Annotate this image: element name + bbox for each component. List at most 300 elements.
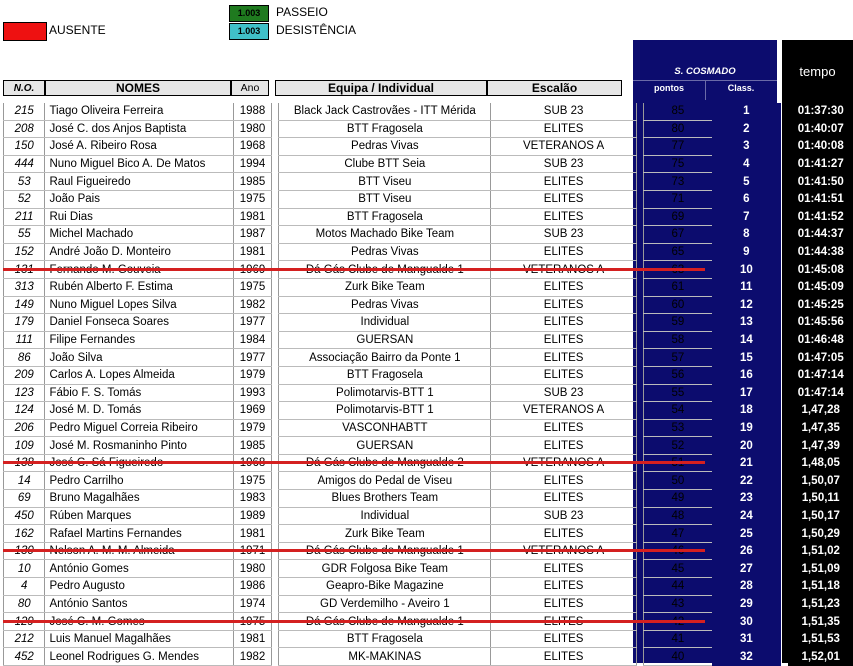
team-name: BTT Viseu: [279, 173, 491, 191]
legend-passeio-label: PASSEIO: [276, 5, 328, 19]
birth-year: 1980: [233, 120, 272, 138]
rider-name: Rubén Alberto F. Estima: [45, 278, 233, 296]
rider-name: Rafael Martins Fernandes: [45, 525, 233, 543]
points: 50: [643, 472, 712, 490]
team-name: Polimotarvis-BTT 1: [279, 384, 491, 402]
category: ELITES: [491, 349, 636, 367]
column-gap: [636, 384, 643, 402]
team-name: Geapro-Bike Magazine: [279, 578, 491, 596]
team-name: BTT Viseu: [279, 190, 491, 208]
column-gap: [781, 437, 789, 455]
table-row: [4, 349, 853, 367]
rider-name: Rúben Marques: [45, 507, 233, 525]
birth-year: 1982: [233, 648, 272, 666]
team-name: Clube BTT Seia: [279, 155, 491, 173]
column-gap: [781, 243, 789, 261]
points: 61: [643, 278, 712, 296]
time: 1,50,07: [788, 472, 853, 490]
column-gap: [272, 595, 279, 613]
classification: 1: [712, 103, 781, 120]
team-name: Amigos do Pedal de Viseu: [279, 472, 491, 490]
column-gap: [781, 560, 789, 578]
row-number: 150: [4, 138, 45, 156]
classification: 19: [712, 419, 781, 437]
points: 45: [643, 560, 712, 578]
rider-name: Raul Figueiredo: [45, 173, 233, 191]
rider-name: Leonel Rodrigues G. Mendes: [45, 648, 233, 666]
birth-year: 1981: [233, 243, 272, 261]
time: 1,47,35: [788, 419, 853, 437]
time: 01:41:51: [788, 190, 853, 208]
classification: 4: [712, 155, 781, 173]
column-gap: [272, 402, 279, 420]
team-name: Pedras Vivas: [279, 138, 491, 156]
column-gap: [636, 578, 643, 596]
classification: 20: [712, 437, 781, 455]
points: 59: [643, 314, 712, 332]
category: ELITES: [491, 419, 636, 437]
rider-name: Filipe Fernandes: [45, 331, 233, 349]
table-row: [4, 507, 853, 525]
column-gap: [272, 437, 279, 455]
team-name: Pedras Vivas: [279, 243, 491, 261]
classification: 10: [712, 261, 781, 279]
birth-year: 1975: [233, 190, 272, 208]
row-number: 211: [4, 208, 45, 226]
classification: 28: [712, 578, 781, 596]
table-row: [4, 490, 853, 508]
table-row: [4, 366, 853, 384]
birth-year: 1981: [233, 630, 272, 648]
row-number: 4: [4, 578, 45, 596]
column-gap: [272, 472, 279, 490]
column-gap: [272, 366, 279, 384]
row-number: 69: [4, 490, 45, 508]
header-nomes: NOMES: [45, 80, 231, 96]
table-row: [4, 278, 853, 296]
points: 80: [643, 120, 712, 138]
column-gap: [272, 190, 279, 208]
classification: 17: [712, 384, 781, 402]
column-gap: [781, 384, 789, 402]
strike-line: [3, 461, 705, 464]
category: ELITES: [491, 437, 636, 455]
column-gap: [781, 454, 789, 472]
team-name: Black Jack Castrovães - ITT Mérida: [279, 103, 491, 120]
birth-year: 1968: [233, 138, 272, 156]
column-gap: [781, 613, 789, 631]
birth-year: 1979: [233, 366, 272, 384]
rider-name: André João D. Monteiro: [45, 243, 233, 261]
table-row: [4, 103, 853, 120]
classification: 12: [712, 296, 781, 314]
team-name: VASCONHABTT: [279, 419, 491, 437]
rider-name: António Santos: [45, 595, 233, 613]
team-name: GUERSAN: [279, 437, 491, 455]
column-gap: [636, 507, 643, 525]
rider-name: João Pais: [45, 190, 233, 208]
column-gap: [636, 208, 643, 226]
column-gap: [636, 278, 643, 296]
points: 44: [643, 578, 712, 596]
team-name: GDR Folgosa Bike Team: [279, 560, 491, 578]
column-gap: [636, 437, 643, 455]
classification: 5: [712, 173, 781, 191]
column-gap: [272, 525, 279, 543]
birth-year: 1981: [233, 525, 272, 543]
category: ELITES: [491, 243, 636, 261]
time: 1,47,28: [788, 402, 853, 420]
classification: 7: [712, 208, 781, 226]
category: ELITES: [491, 208, 636, 226]
rider-name: Fábio F. S. Tomás: [45, 384, 233, 402]
classification: 26: [712, 542, 781, 560]
birth-year: 1974: [233, 595, 272, 613]
time: 01:44:37: [788, 226, 853, 244]
birth-year: 1982: [233, 296, 272, 314]
pontos-header: pontos: [633, 83, 705, 93]
column-gap: [272, 630, 279, 648]
rider-name: João Silva: [45, 349, 233, 367]
column-gap: [781, 296, 789, 314]
row-number: 313: [4, 278, 45, 296]
column-gap: [636, 243, 643, 261]
classification: 2: [712, 120, 781, 138]
team-name: BTT Fragosela: [279, 120, 491, 138]
birth-year: 1981: [233, 208, 272, 226]
row-number: 124: [4, 402, 45, 420]
time: 01:46:48: [788, 331, 853, 349]
column-gap: [636, 155, 643, 173]
category: ELITES: [491, 296, 636, 314]
birth-year: 1983: [233, 490, 272, 508]
stage-header-divider-vertical: [705, 80, 706, 100]
classification: 31: [712, 630, 781, 648]
rider-name: Luis Manuel Magalhães: [45, 630, 233, 648]
classification: 15: [712, 349, 781, 367]
column-gap: [272, 560, 279, 578]
strike-line: [3, 620, 705, 623]
row-number: 123: [4, 384, 45, 402]
table-row: [4, 472, 853, 490]
category: ELITES: [491, 490, 636, 508]
column-gap: [781, 578, 789, 596]
birth-year: 1993: [233, 384, 272, 402]
points: 47: [643, 525, 712, 543]
rider-name: José A. Ribeiro Rosa: [45, 138, 233, 156]
column-gap: [781, 103, 789, 120]
time: 01:37:30: [788, 103, 853, 120]
classification: 16: [712, 366, 781, 384]
row-number: 444: [4, 155, 45, 173]
strike-line: [3, 268, 705, 271]
table-row: [4, 296, 853, 314]
column-gap: [272, 296, 279, 314]
table-row: [4, 173, 853, 191]
points: 65: [643, 243, 712, 261]
row-number: 111: [4, 331, 45, 349]
column-gap: [272, 490, 279, 508]
table-row: [4, 419, 853, 437]
row-number: 10: [4, 560, 45, 578]
team-name: GD Verdemilho - Aveiro 1: [279, 595, 491, 613]
column-gap: [781, 331, 789, 349]
birth-year: 1985: [233, 437, 272, 455]
column-gap: [636, 560, 643, 578]
row-number: 452: [4, 648, 45, 666]
category: SUB 23: [491, 155, 636, 173]
table-row: [4, 331, 853, 349]
category: ELITES: [491, 173, 636, 191]
column-gap: [272, 208, 279, 226]
column-gap: [781, 490, 789, 508]
points: 53: [643, 419, 712, 437]
classification: 29: [712, 595, 781, 613]
points: 54: [643, 402, 712, 420]
classification: 27: [712, 560, 781, 578]
points: 71: [643, 190, 712, 208]
column-gap: [781, 507, 789, 525]
category: SUB 23: [491, 507, 636, 525]
column-gap: [781, 472, 789, 490]
column-gap: [781, 226, 789, 244]
rider-name: Pedro Miguel Correia Ribeiro: [45, 419, 233, 437]
time: 01:41:27: [788, 155, 853, 173]
points: 75: [643, 155, 712, 173]
time: 1,51,09: [788, 560, 853, 578]
table-row: [4, 243, 853, 261]
time: 01:44:38: [788, 243, 853, 261]
classification: 13: [712, 314, 781, 332]
classification: 18: [712, 402, 781, 420]
column-gap: [272, 278, 279, 296]
category: ELITES: [491, 648, 636, 666]
time: 01:45:56: [788, 314, 853, 332]
column-gap: [636, 296, 643, 314]
column-gap: [781, 525, 789, 543]
column-gap: [636, 595, 643, 613]
team-name: Pedras Vivas: [279, 296, 491, 314]
row-number: 86: [4, 349, 45, 367]
time: 01:41:52: [788, 208, 853, 226]
row-number: 80: [4, 595, 45, 613]
tempo-header: tempo: [782, 64, 853, 79]
category: ELITES: [491, 190, 636, 208]
header-no: N.O.: [3, 80, 45, 96]
column-gap: [781, 402, 789, 420]
table-row: [4, 595, 853, 613]
table-row: [4, 384, 853, 402]
table-row: [4, 138, 853, 156]
classification: 3: [712, 138, 781, 156]
row-number: 152: [4, 243, 45, 261]
team-name: Motos Machado Bike Team: [279, 226, 491, 244]
table-row: [4, 560, 853, 578]
classification: 6: [712, 190, 781, 208]
column-gap: [636, 366, 643, 384]
category: ELITES: [491, 314, 636, 332]
team-name: BTT Fragosela: [279, 630, 491, 648]
category: ELITES: [491, 331, 636, 349]
row-number: 109: [4, 437, 45, 455]
classification: 23: [712, 490, 781, 508]
points: 69: [643, 208, 712, 226]
column-gap: [636, 120, 643, 138]
points: 73: [643, 173, 712, 191]
classification: 32: [712, 648, 781, 666]
table-row: [4, 208, 853, 226]
row-number: 162: [4, 525, 45, 543]
category: SUB 23: [491, 384, 636, 402]
class-header: Class.: [705, 83, 777, 93]
time: 1,50,11: [788, 490, 853, 508]
time: 1,51,02: [788, 542, 853, 560]
points: 58: [643, 331, 712, 349]
column-gap: [781, 314, 789, 332]
birth-year: 1969: [233, 402, 272, 420]
header-ano: Ano: [231, 80, 269, 96]
category: ELITES: [491, 120, 636, 138]
team-name: MK-MAKINAS: [279, 648, 491, 666]
rider-name: José M. Rosmaninho Pinto: [45, 437, 233, 455]
column-gap: [636, 525, 643, 543]
rider-name: Michel Machado: [45, 226, 233, 244]
rider-name: Rui Dias: [45, 208, 233, 226]
rider-name: Daniel Fonseca Soares: [45, 314, 233, 332]
points: 48: [643, 507, 712, 525]
table-row: [4, 525, 853, 543]
category: SUB 23: [491, 103, 636, 120]
rider-name: José C. dos Anjos Baptista: [45, 120, 233, 138]
points: 77: [643, 138, 712, 156]
team-name: Associação Bairro da Ponte 1: [279, 349, 491, 367]
classification: 8: [712, 226, 781, 244]
category: ELITES: [491, 560, 636, 578]
time: 1,51,35: [788, 613, 853, 631]
points: 55: [643, 384, 712, 402]
time: 1,47,39: [788, 437, 853, 455]
team-name: BTT Fragosela: [279, 208, 491, 226]
legend-desistencia-label: DESISTÊNCIA: [276, 23, 356, 37]
table-row: [4, 190, 853, 208]
birth-year: 1984: [233, 331, 272, 349]
column-gap: [781, 349, 789, 367]
team-name: Zurk Bike Team: [279, 525, 491, 543]
points: 49: [643, 490, 712, 508]
birth-year: 1988: [233, 103, 272, 120]
time: 01:47:14: [788, 384, 853, 402]
time: 1,51,18: [788, 578, 853, 596]
time: 01:45:09: [788, 278, 853, 296]
time: 1,50,17: [788, 507, 853, 525]
birth-year: 1975: [233, 472, 272, 490]
column-gap: [272, 314, 279, 332]
row-number: 52: [4, 190, 45, 208]
column-gap: [781, 120, 789, 138]
time: 1,50,29: [788, 525, 853, 543]
column-gap: [272, 349, 279, 367]
category: ELITES: [491, 366, 636, 384]
time: 01:45:25: [788, 296, 853, 314]
classification: 14: [712, 331, 781, 349]
column-gap: [781, 261, 789, 279]
column-gap: [636, 331, 643, 349]
category: VETERANOS A: [491, 138, 636, 156]
team-name: GUERSAN: [279, 331, 491, 349]
column-gap: [636, 190, 643, 208]
team-name: Individual: [279, 507, 491, 525]
rider-name: José M. D. Tomás: [45, 402, 233, 420]
column-gap: [272, 138, 279, 156]
table-row: [4, 437, 853, 455]
rider-name: Pedro Augusto: [45, 578, 233, 596]
team-name: Blues Brothers Team: [279, 490, 491, 508]
time: 1,51,53: [788, 630, 853, 648]
row-number: 212: [4, 630, 45, 648]
column-gap: [636, 226, 643, 244]
time: 01:47:05: [788, 349, 853, 367]
legend-ausente-swatch: [3, 22, 47, 41]
classification: 9: [712, 243, 781, 261]
category: ELITES: [491, 595, 636, 613]
time: 01:45:08: [788, 261, 853, 279]
column-gap: [781, 190, 789, 208]
table-row: [4, 578, 853, 596]
team-name: Zurk Bike Team: [279, 278, 491, 296]
category: ELITES: [491, 525, 636, 543]
birth-year: 1980: [233, 560, 272, 578]
row-number: 208: [4, 120, 45, 138]
category: SUB 23: [491, 226, 636, 244]
time: 01:47:14: [788, 366, 853, 384]
column-gap: [636, 630, 643, 648]
legend-passeio-swatch: 1.003: [229, 5, 269, 22]
row-number: 53: [4, 173, 45, 191]
column-gap: [781, 173, 789, 191]
birth-year: 1987: [233, 226, 272, 244]
points: 67: [643, 226, 712, 244]
time: 1,48,05: [788, 454, 853, 472]
rider-name: Nuno Miguel Bico A. De Matos: [45, 155, 233, 173]
column-gap: [636, 349, 643, 367]
classification: 24: [712, 507, 781, 525]
table-row: [4, 630, 853, 648]
row-number: 215: [4, 103, 45, 120]
column-gap: [781, 542, 789, 560]
points: 41: [643, 630, 712, 648]
birth-year: 1994: [233, 155, 272, 173]
points: 52: [643, 437, 712, 455]
time: 01:41:50: [788, 173, 853, 191]
time: 1,51,23: [788, 595, 853, 613]
results-table: [3, 103, 853, 666]
strike-line: [3, 549, 705, 552]
birth-year: 1986: [233, 578, 272, 596]
classification: 22: [712, 472, 781, 490]
column-gap: [781, 366, 789, 384]
column-gap: [272, 103, 279, 120]
column-gap: [636, 138, 643, 156]
row-number: 14: [4, 472, 45, 490]
category: ELITES: [491, 278, 636, 296]
column-gap: [272, 419, 279, 437]
column-gap: [636, 419, 643, 437]
time: 01:40:08: [788, 138, 853, 156]
points: 43: [643, 595, 712, 613]
birth-year: 1985: [233, 173, 272, 191]
column-gap: [781, 208, 789, 226]
category: ELITES: [491, 578, 636, 596]
